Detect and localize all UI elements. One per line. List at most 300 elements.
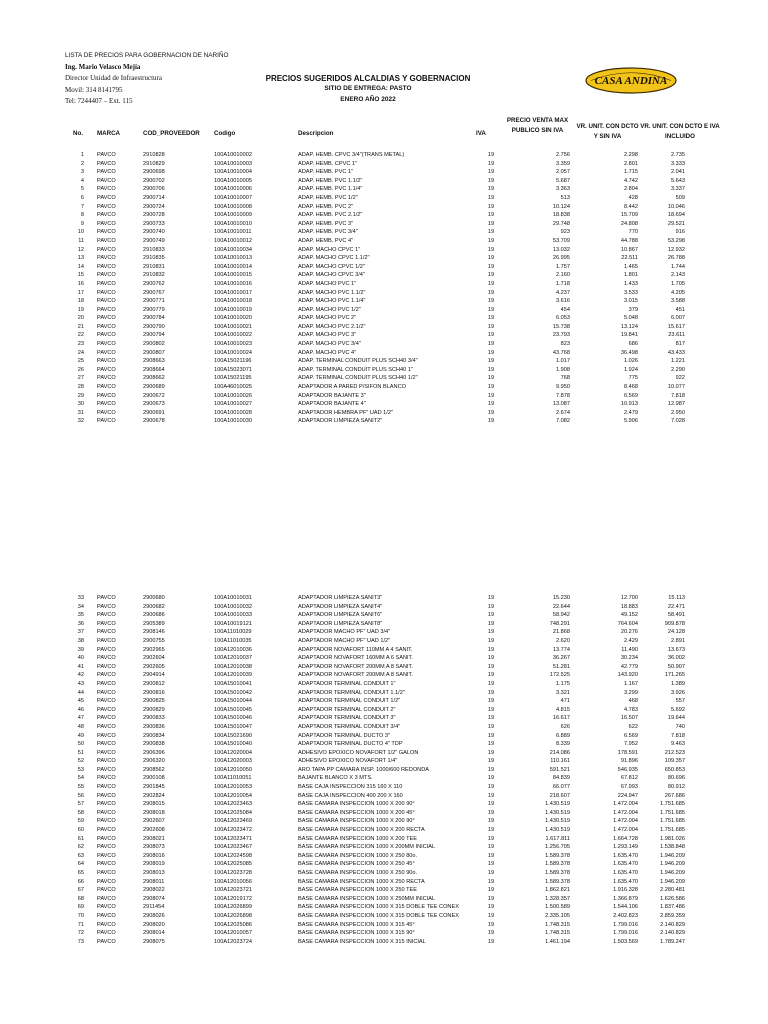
cell-unit-price-with-iva: 1.981.026: [660, 835, 685, 842]
cell-public-price: 923: [560, 229, 570, 236]
cell-public-price: 4.815: [556, 706, 570, 713]
cell-product-code: 100A15023071: [214, 366, 252, 373]
cell-description: ADAPTADOR LIMPIEZA SANIT3": [298, 595, 383, 601]
cell-item-number: 10: [77, 229, 84, 236]
cell-item-number: 50: [77, 741, 84, 748]
cell-public-price: 2.756: [556, 152, 570, 158]
cell-product-code: 100A12023471: [214, 835, 252, 842]
cell-iva-rate: 19: [487, 912, 495, 919]
cell-iva-rate: 19: [487, 887, 495, 894]
cell-unit-price-discounted: 6.569: [624, 392, 638, 399]
cell-unit-price-discounted: 764.604: [617, 620, 638, 627]
cell-item-number: 53: [77, 766, 84, 773]
cell-iva-rate: 19: [487, 809, 495, 816]
cell-provider-code: 2902605: [143, 663, 165, 670]
cell-public-price: 626: [560, 723, 570, 730]
cell-description: ADAPTADOR HEMBRA PF" UAD 1/2": [298, 409, 393, 416]
cell-unit-price-with-iva: 2.140.829: [660, 921, 685, 928]
cell-unit-price-with-iva: 1.751.685: [660, 801, 685, 808]
table-row: [0, 177, 768, 186]
cell-unit-price-with-iva: 12.932: [667, 246, 685, 253]
col-header-cod-proveedor: COD_PROVEEDOR: [143, 130, 200, 137]
cell-product-code: 100A12010050: [214, 766, 252, 773]
cell-public-price: 6.053: [556, 315, 570, 322]
cell-unit-price-with-iva: 9.463: [671, 741, 685, 748]
cell-description: ADAP. MACHO CPVC 3/4": [298, 272, 365, 279]
cell-provider-code: 2900672: [143, 392, 165, 399]
cell-provider-code: 2900698: [143, 169, 165, 176]
cell-provider-code: 2900728: [143, 212, 165, 219]
cell-iva-rate: 19: [487, 595, 495, 601]
cell-description: ADAPTADOR NOVAFORT 160MM A 6 SANIT.: [298, 655, 413, 662]
cell-description: ADAP. HEMB. PVC 3": [298, 220, 354, 227]
cell-item-number: 3: [80, 169, 84, 176]
cell-product-code: 100A10010026: [214, 392, 252, 399]
cell-unit-price-discounted: 2.429: [624, 637, 638, 644]
cell-unit-price-with-iva: 2.735: [671, 152, 685, 158]
cell-unit-price-discounted: 1.433: [624, 280, 638, 287]
cell-brand: PAVCO: [97, 680, 116, 687]
cell-public-price: 471: [560, 698, 570, 705]
cell-unit-price-discounted: 770: [628, 229, 638, 236]
cell-description: ADAP. MACHO CPVC 1/2": [298, 263, 365, 270]
cell-item-number: 16: [77, 280, 84, 287]
cell-brand: PAVCO: [97, 384, 116, 391]
table-row: [0, 357, 768, 366]
cell-provider-code: 2900816: [143, 689, 165, 696]
cell-item-number: 34: [77, 603, 84, 610]
cell-product-code: 100A10010022: [214, 332, 252, 339]
cell-public-price: 26.995: [552, 255, 570, 262]
cell-public-price: 36.267: [552, 655, 570, 662]
cell-description: ADAPTADOR TERMINAL DUCTO 3": [298, 732, 390, 739]
cell-public-price: 1.589.378: [545, 852, 570, 859]
cell-public-price: 218.607: [549, 792, 570, 799]
cell-iva-rate: 19: [487, 706, 495, 713]
cell-provider-code: 2900812: [143, 680, 165, 687]
cell-unit-price-with-iva: 916: [675, 229, 685, 236]
cell-item-number: 11: [78, 237, 84, 244]
cell-iva-rate: 19: [487, 715, 495, 722]
table-row: [0, 263, 768, 272]
cell-description: BAJANTE BLANCO X 3 MTS.: [298, 775, 373, 782]
cell-public-price: 66.077: [552, 784, 570, 791]
table-row: [0, 912, 768, 921]
table-row: [0, 714, 768, 723]
cell-item-number: 49: [77, 732, 84, 739]
cell-description: ADAPTADOR TERMINAL CONDUIT 3": [298, 715, 396, 722]
cell-unit-price-discounted: 622: [628, 723, 638, 730]
cell-public-price: 1.328.357: [545, 895, 570, 902]
cell-brand: PAVCO: [97, 672, 116, 679]
cell-iva-rate: 19: [487, 775, 495, 782]
cell-brand: PAVCO: [97, 895, 116, 902]
cell-unit-price-discounted: 10.913: [620, 401, 638, 408]
cell-brand: PAVCO: [97, 289, 116, 296]
cell-product-code: 100A12024598: [214, 852, 252, 859]
cell-product-code: 100A12023469: [214, 818, 252, 825]
cell-iva-rate: 19: [487, 801, 495, 808]
cell-description: ADAP. HEMB. CPVC 3/4"(TRANS METAL): [298, 152, 405, 158]
cell-brand: PAVCO: [97, 186, 116, 193]
table-row: [0, 603, 768, 612]
cell-description: BASE CAMARA INSPECCION 1000 X 315 45°: [298, 921, 415, 928]
cell-item-number: 70: [77, 912, 84, 919]
cell-description: ADAPTADOR NOVAFORT 200MM A 8 SANIT.: [298, 663, 413, 670]
cell-product-code: 100A15021195: [214, 375, 252, 382]
cell-unit-price-discounted: 4.742: [624, 177, 638, 184]
cell-product-code: 100A10010007: [214, 194, 252, 201]
cell-product-code: 100A10010002: [214, 152, 252, 158]
table-column-headers: [0, 114, 768, 154]
table-row: [0, 271, 768, 280]
cell-unit-price-discounted: 1.293.149: [613, 844, 638, 851]
table-row: [0, 732, 768, 741]
cell-product-code: 100A10010024: [214, 349, 252, 356]
cell-product-code: 100A12023724: [214, 938, 252, 945]
cell-unit-price-with-iva: 23.611: [668, 332, 685, 339]
cell-item-number: 55: [77, 784, 84, 791]
table-row: [0, 340, 768, 349]
cell-iva-rate: 19: [487, 384, 495, 391]
table-row: [0, 280, 768, 289]
cell-provider-code: 2908011: [143, 878, 165, 885]
cell-unit-price-discounted: 12.700: [620, 595, 638, 601]
cell-product-code: 100A10010020: [214, 315, 252, 322]
cell-unit-price-with-iva: 2.290: [671, 366, 685, 373]
cell-provider-code: 2900825: [143, 698, 165, 705]
cell-unit-price-with-iva: 4.205: [671, 289, 685, 296]
cell-description: ADAPTADOR MACHO PF" UAD 3/4": [298, 629, 391, 636]
cell-public-price: 1.589.378: [545, 878, 570, 885]
cell-brand: PAVCO: [97, 861, 116, 868]
cell-iva-rate: 19: [487, 392, 495, 399]
cell-public-price: 1.589.378: [545, 861, 570, 868]
cell-description: BASE CAMARA INSPECCION 1000 X 200MM INICIAL: [298, 844, 436, 851]
cell-unit-price-with-iva: 7.818: [671, 392, 685, 399]
cell-description: BASE CAMARA INSPECCION 1000 X 250MM INICIAL: [298, 895, 436, 902]
cell-provider-code: 2900784: [143, 315, 165, 322]
cell-provider-code: 2900833: [143, 715, 165, 722]
table-row: [0, 817, 768, 826]
cell-provider-code: 2908019: [143, 861, 165, 868]
cell-iva-rate: 19: [487, 349, 495, 356]
cell-description: ADAPTADOR LIMPIEZA SANIT8": [298, 620, 383, 627]
cell-item-number: 47: [77, 715, 84, 722]
cell-unit-price-discounted: 19.841: [620, 332, 638, 339]
cell-description: ADAPTADOR NOVAFORT 200MM A 8 SANIT.: [298, 672, 413, 679]
cell-unit-price-discounted: 67.812: [620, 775, 638, 782]
cell-description: ADAP. HEMB. PVC 2.1/2": [298, 212, 363, 219]
cell-public-price: 16.617: [552, 715, 570, 722]
cell-unit-price-discounted: 775: [628, 375, 638, 382]
cell-item-number: 22: [77, 332, 84, 339]
cell-public-price: 6.889: [556, 732, 570, 739]
cell-unit-price-discounted: 379: [628, 306, 638, 313]
cell-product-code: 100A12019172: [214, 895, 252, 902]
cell-product-code: 100A10010003: [214, 160, 252, 167]
cell-item-number: 12: [77, 246, 84, 253]
cell-unit-price-with-iva: 2.859.359: [660, 912, 685, 919]
cell-public-price: 84.839: [552, 775, 570, 782]
cell-item-number: 51: [77, 749, 84, 756]
cell-item-number: 33: [77, 595, 84, 601]
cell-brand: PAVCO: [97, 637, 116, 644]
cell-provider-code: 2904914: [143, 672, 165, 679]
cell-description: ADAP. MACHO PVC 1": [298, 280, 357, 287]
cell-brand: PAVCO: [97, 904, 116, 911]
cell-provider-code: 2900834: [143, 732, 165, 739]
cell-unit-price-discounted: 11.490: [621, 646, 638, 653]
cell-provider-code: 2900673: [143, 401, 165, 408]
cell-brand: PAVCO: [97, 655, 116, 662]
cell-public-price: 18.838: [552, 212, 570, 219]
table-row: [0, 809, 768, 818]
cell-product-code: 100A10010010: [214, 220, 252, 227]
cell-product-code: 100A15010041: [214, 680, 252, 687]
cell-product-code: 100A12026899: [214, 904, 252, 911]
cell-provider-code: 2900771: [143, 298, 165, 305]
cell-item-number: 44: [77, 689, 84, 696]
cell-item-number: 5: [80, 186, 84, 193]
cell-product-code: 100A12010053: [214, 784, 252, 791]
cell-brand: PAVCO: [97, 809, 116, 816]
cell-iva-rate: 19: [487, 298, 495, 305]
cell-brand: PAVCO: [97, 375, 116, 382]
cell-iva-rate: 19: [487, 844, 495, 851]
table-row: [0, 654, 768, 663]
cell-product-code: 100A10010019: [214, 306, 252, 313]
cell-iva-rate: 19: [487, 732, 495, 739]
cell-description: BASE CAMARA INSPECCION 1000 X 250 TEE: [298, 887, 417, 894]
table-row: [0, 903, 768, 912]
cell-unit-price-with-iva: 53.298: [667, 237, 685, 244]
cell-provider-code: 2900680: [143, 595, 165, 601]
cell-description: ADAP. HEMB. PVC 2": [298, 203, 354, 210]
cell-unit-price-discounted: 8.468: [624, 384, 638, 391]
cell-product-code: 100A11010051: [214, 775, 252, 782]
cell-item-number: 71: [77, 921, 84, 928]
cell-public-price: 5.687: [556, 177, 570, 184]
cell-provider-code: 2900689: [143, 384, 165, 391]
cell-brand: PAVCO: [97, 775, 116, 782]
cell-iva-rate: 19: [487, 629, 495, 636]
cell-public-price: 13.032: [552, 246, 570, 253]
cell-product-code: 100A12026898: [214, 912, 252, 919]
table-row: [0, 409, 768, 418]
cell-public-price: 15.230: [552, 595, 570, 601]
table-row: [0, 706, 768, 715]
cell-unit-price-discounted: 1.503.569: [613, 938, 638, 945]
cell-provider-code: 2900779: [143, 306, 165, 313]
cell-unit-price-with-iva: 451: [675, 306, 685, 313]
cell-product-code: 100A10010014: [214, 263, 252, 270]
table-row: [0, 843, 768, 852]
cell-product-code: 100A15021196: [214, 358, 252, 365]
table-row: [0, 349, 768, 358]
cell-description: ADAPTADOR TERMINAL CONDUIT 1": [298, 680, 396, 687]
cell-public-price: 748.291: [549, 620, 570, 627]
cell-brand: PAVCO: [97, 620, 116, 627]
cell-provider-code: 2908664: [143, 366, 165, 373]
cell-item-number: 21: [77, 323, 84, 330]
cell-public-price: 214.086: [549, 749, 570, 756]
cell-description: ADAP. MACHO PVC 1.1/2": [298, 289, 366, 296]
cell-item-number: 64: [77, 861, 84, 868]
cell-product-code: 100A12010037: [214, 655, 252, 662]
table-row: [0, 860, 768, 869]
cell-public-price: 1.500.589: [545, 904, 570, 911]
cell-description: BASE CAMARA INSPECCION 1000 X 250 RECTA: [298, 878, 425, 885]
cell-public-price: 110.161: [550, 758, 570, 765]
cell-iva-rate: 19: [487, 272, 495, 279]
cell-public-price: 3.363: [556, 186, 570, 193]
cell-brand: PAVCO: [97, 418, 116, 425]
cell-description: ADAP. TERMINAL CONDUIT PLUS SCH40 3/4": [298, 358, 418, 365]
cell-brand: PAVCO: [97, 912, 116, 919]
cell-product-code: 100A11010035: [214, 637, 252, 644]
table-row: [0, 160, 768, 169]
cell-unit-price-with-iva: 80.696: [667, 775, 685, 782]
cell-product-code: 100A10010017: [214, 289, 252, 296]
cell-provider-code: 2900733: [143, 220, 165, 227]
cell-item-number: 15: [77, 272, 84, 279]
cell-item-number: 9: [80, 220, 84, 227]
cell-public-price: 9.950: [556, 384, 570, 391]
cell-public-price: 22.644: [552, 603, 570, 610]
cell-description: ADAP. MACHO PVC 3": [298, 332, 357, 339]
cell-unit-price-with-iva: 1.744: [671, 263, 685, 270]
cell-brand: PAVCO: [97, 715, 116, 722]
table-row: [0, 392, 768, 401]
cell-item-number: 56: [77, 792, 84, 799]
cell-public-price: 29.748: [552, 220, 570, 227]
table-row: [0, 680, 768, 689]
cell-iva-rate: 19: [487, 680, 495, 687]
cell-unit-price-discounted: 20.276: [620, 629, 638, 636]
table-row: [0, 895, 768, 904]
cell-product-code: 100A15010040: [214, 741, 252, 748]
cell-provider-code: 2910829: [143, 160, 165, 167]
table-row: [0, 929, 768, 938]
col-header-vr-unit-iva: VR. UNIT. CON DCTO E IVA INCLUIDO: [640, 123, 720, 140]
cell-item-number: 48: [77, 723, 84, 730]
cell-description: ADAP. TERMINAL CONDUIT PLUS SCH40 1": [298, 366, 413, 373]
cell-product-code: 100A12025086: [214, 921, 252, 928]
cell-item-number: 45: [77, 698, 84, 705]
cell-unit-price-with-iva: 557: [675, 698, 685, 705]
cell-unit-price-discounted: 5.906: [624, 418, 638, 425]
cell-unit-price-with-iva: 2.280.481: [660, 887, 685, 894]
cell-description: BASE CAMARA INSPECCION 1000 X 200 90°: [298, 801, 415, 808]
cell-iva-rate: 19: [487, 306, 495, 313]
cell-item-number: 19: [77, 306, 84, 313]
cell-brand: PAVCO: [97, 323, 116, 330]
cell-unit-price-with-iva: 1.751.685: [660, 818, 685, 825]
cell-public-price: 8.339: [556, 741, 570, 748]
cell-provider-code: 2910835: [143, 255, 165, 262]
cell-unit-price-with-iva: 2.143: [671, 272, 685, 279]
cell-brand: PAVCO: [97, 237, 116, 244]
cell-unit-price-discounted: 1.472.004: [613, 801, 638, 808]
cell-item-number: 26: [77, 366, 84, 373]
table-row: [0, 671, 768, 680]
cell-description: ADAPTADOR TERMINAL CONDUIT 3/4": [298, 723, 401, 730]
cell-unit-price-with-iva: 15.617: [667, 323, 685, 330]
cell-product-code: 100A12023463: [214, 801, 252, 808]
cell-item-number: 35: [77, 612, 84, 619]
cell-item-number: 41: [77, 663, 84, 670]
cell-brand: PAVCO: [97, 203, 116, 210]
cell-description: ADAPTADOR TERMINAL CONDUIT 1/2": [298, 698, 401, 705]
cell-unit-price-with-iva: 740: [675, 723, 685, 730]
cell-description: ADAP. HEMB. PVC 1/2": [298, 194, 358, 201]
table-row: [0, 246, 768, 255]
cell-iva-rate: 19: [487, 818, 495, 825]
cell-product-code: 100A12020004: [214, 749, 252, 756]
cell-public-price: 1.461.194: [545, 938, 570, 945]
cell-brand: PAVCO: [97, 603, 116, 610]
cell-item-number: 38: [77, 637, 84, 644]
cell-description: ADAP. MACHO PVC 2": [298, 315, 357, 322]
cell-product-code: 100A15010042: [214, 689, 252, 696]
cell-brand: PAVCO: [97, 263, 116, 270]
cell-unit-price-discounted: 686: [628, 341, 638, 348]
cell-iva-rate: 19: [487, 637, 495, 644]
cell-item-number: 6: [80, 194, 84, 201]
cell-product-code: 100A12023728: [214, 870, 252, 876]
cell-description: BASE CAMARA INSPECCION 1000 X 250 80o.: [298, 852, 418, 859]
cell-description: BASE CAMARA INSPECCION 1000 X 250 90o.: [298, 870, 418, 876]
cell-brand: PAVCO: [97, 921, 116, 928]
cell-brand: PAVCO: [97, 306, 116, 313]
cell-description: ADHESIVO EPOXICO NOVAFORT 1/4": [298, 758, 398, 765]
cell-description: BASE CAJA INSPECCION 315 160 X 110: [298, 784, 403, 791]
cell-provider-code: 2900767: [143, 289, 165, 296]
cell-public-price: 1.430.519: [545, 827, 570, 834]
table-row: [0, 792, 768, 801]
cell-description: BASE CAJA INSPECCION 400 200 X 160: [298, 792, 403, 799]
cell-unit-price-discounted: 143.920: [617, 672, 638, 679]
cell-iva-rate: 19: [487, 792, 495, 799]
table-row: [0, 886, 768, 895]
cell-item-number: 60: [77, 827, 84, 834]
cell-provider-code: 2900829: [143, 706, 165, 713]
cell-brand: PAVCO: [97, 646, 116, 653]
cell-brand: PAVCO: [97, 349, 116, 356]
cell-item-number: 40: [77, 655, 84, 662]
cell-iva-rate: 19: [487, 255, 495, 262]
cell-item-number: 27: [77, 375, 84, 382]
cell-unit-price-discounted: 468: [628, 698, 638, 705]
table-row: [0, 194, 768, 203]
cell-brand: PAVCO: [97, 409, 116, 416]
cell-description: ADAP. MACHO PVC 1/2": [298, 306, 361, 313]
cell-unit-price-discounted: 1.635.470: [613, 852, 638, 859]
cell-unit-price-with-iva: 3.926: [671, 689, 685, 696]
cell-public-price: 2.160: [556, 272, 570, 279]
cell-product-code: 100A10010030: [214, 418, 252, 425]
cell-description: ADAP. HEMB. PVC 1": [298, 169, 354, 176]
cell-unit-price-discounted: 1.801: [624, 272, 638, 279]
cell-item-number: 7: [80, 203, 84, 210]
table-row: [0, 766, 768, 775]
cell-unit-price-with-iva: 5.692: [671, 706, 685, 713]
cell-public-price: 51.281: [552, 663, 570, 670]
table-row: [0, 757, 768, 766]
cell-unit-price-with-iva: 19.644: [667, 715, 685, 722]
cell-unit-price-with-iva: 1.946.209: [660, 878, 685, 885]
